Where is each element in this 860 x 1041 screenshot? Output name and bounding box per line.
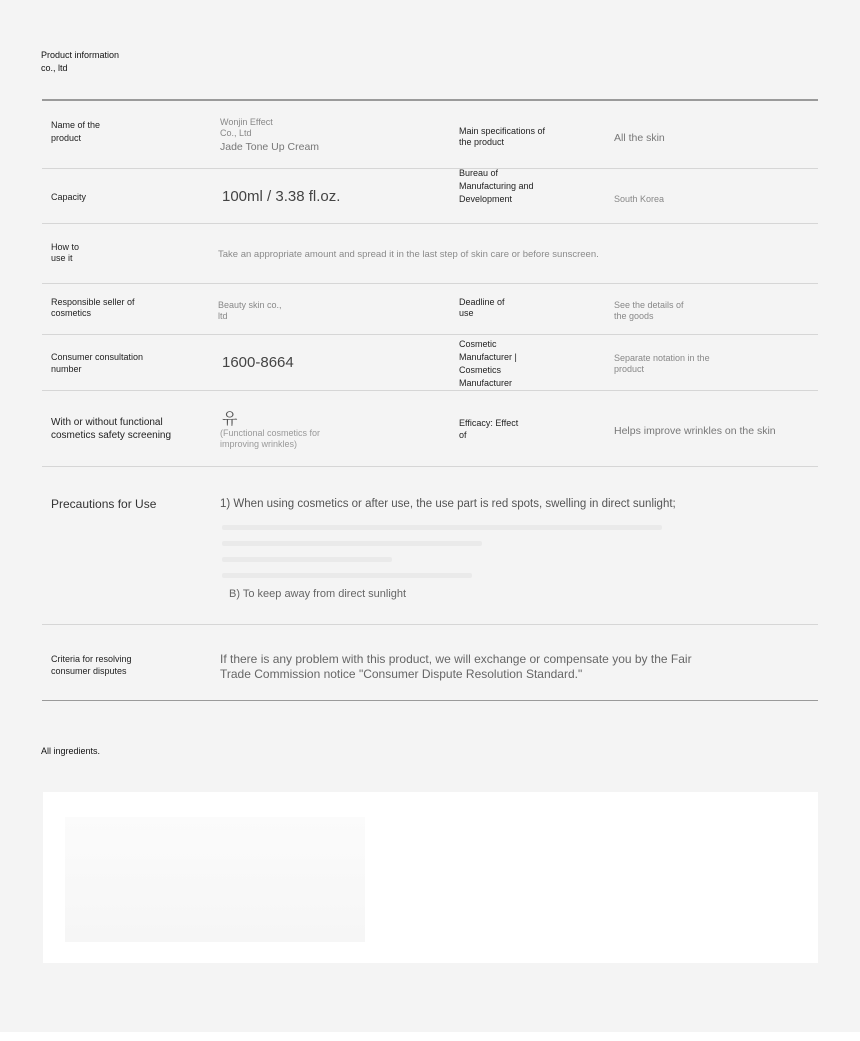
label-how-to-use: How to use it: [51, 242, 80, 263]
value-country: South Korea: [614, 194, 665, 204]
value-product-name: Jade Tone Up Cream: [220, 141, 320, 153]
label-deadline-of-use: Deadline of use: [459, 297, 505, 318]
value-consultation-number: 1600-8664: [222, 354, 294, 371]
table-row-responsible-seller: [42, 284, 818, 335]
table-row-consultation: [42, 335, 818, 391]
label-product-name: Name of the product: [51, 120, 101, 143]
value-efficacy: Helps improve wrinkles on the skin: [614, 425, 776, 437]
label-main-specifications: Main specifications of the product: [459, 126, 546, 147]
product-info-title: Product information co., ltd: [41, 50, 120, 73]
label-cosmetic-manufacturer: Cosmetic Manufacturer | Cosmetics Manufacturer: [459, 339, 517, 388]
value-precautions-line1: 1) When using cosmetics or after use, the use part is red spots, swelling in direct sunlight;: [220, 498, 676, 510]
ingredients-panel: [43, 792, 818, 963]
value-capacity: 100ml / 3.38 fl.oz.: [222, 188, 341, 205]
value-main-specifications: All the skin: [614, 132, 665, 144]
value-responsible-seller: Beauty skin co., ltd: [218, 300, 282, 321]
label-capacity: Capacity: [51, 192, 87, 202]
label-precautions: Precautions for Use: [51, 497, 157, 511]
label-consultation-number: Consumer consultation number: [51, 352, 144, 374]
table-row-name: [42, 101, 818, 169]
faded-text-line: [222, 557, 392, 562]
value-cosmetic-manufacturer: Separate notation in the product: [614, 353, 710, 374]
value-company-name: Wonjin Effect Co., Ltd: [220, 117, 273, 138]
faded-text-line: [222, 525, 662, 530]
value-functional-mark: 유: [222, 411, 238, 428]
value-dispute-criteria: If there is any problem with this product, we will exchange or compensate you by the Fair Trade Commission notice "Consumer Dispute Resolution Standard.": [220, 652, 692, 681]
table-row-precautions: [42, 467, 818, 625]
faded-text-line: [222, 573, 472, 578]
table-row-disputes: [42, 625, 818, 701]
table-row-functional: [42, 391, 818, 467]
value-how-to-use: Take an appropriate amount and spread it in the last step of skin care or before sunscreen.: [218, 249, 599, 260]
label-dispute-criteria: Criteria for resolving consumer disputes: [51, 654, 132, 676]
label-safety-screening: With or without functional cosmetics safety screening: [51, 417, 172, 441]
value-precautions-line2: B) To keep away from direct sunlight: [229, 588, 407, 600]
label-efficacy: Efficacy: Effect of: [459, 418, 519, 440]
faded-text-line: [222, 541, 482, 546]
product-info-table: [42, 99, 818, 701]
value-deadline-of-use: See the details of the goods: [614, 300, 684, 321]
ingredients-title: All ingredients.: [41, 746, 101, 756]
table-row-how-to-use: [42, 224, 818, 284]
page-footer-strip: [0, 1032, 860, 1041]
table-row-capacity: [42, 169, 818, 224]
value-functional-type: (Functional cosmetics for improving wrinkles): [220, 428, 321, 449]
label-manufacturing-bureau: Bureau of Manufacturing and Development: [459, 168, 534, 204]
label-responsible-seller: Responsible seller of cosmetics: [51, 297, 135, 318]
ingredients-faded-content: [65, 817, 365, 942]
